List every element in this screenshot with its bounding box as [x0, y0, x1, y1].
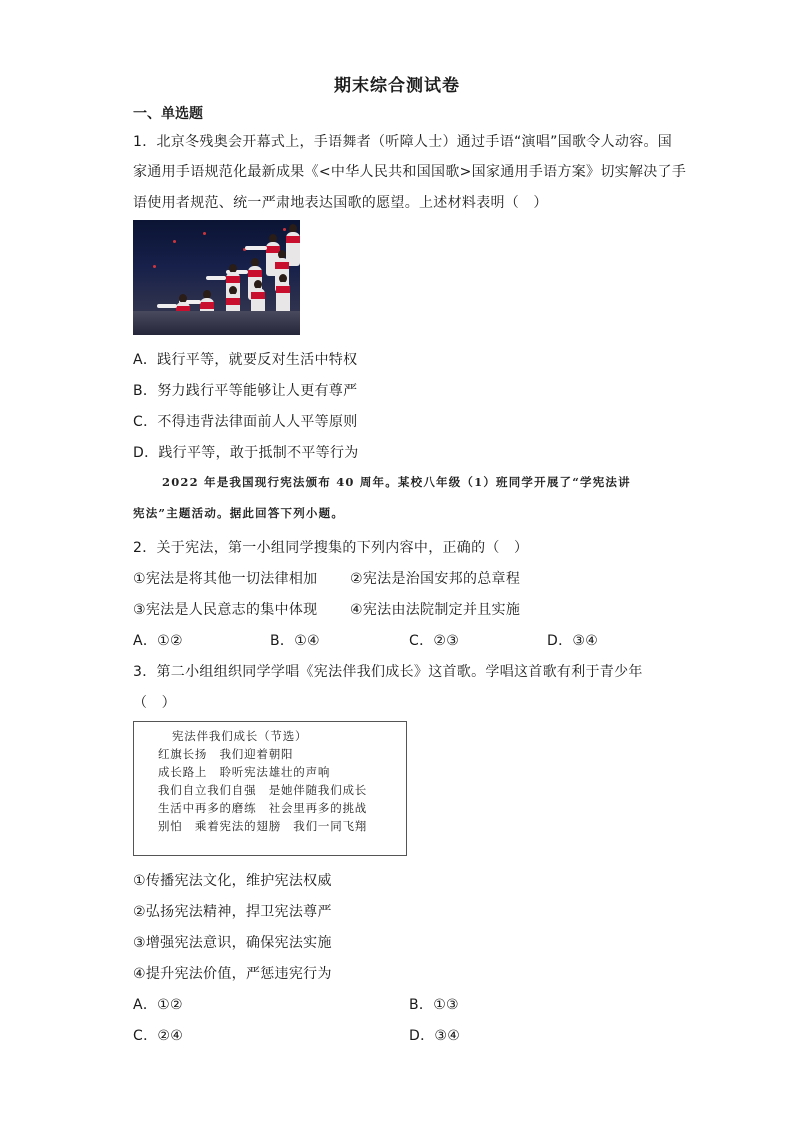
lyrics-line-5: 别怕 乘着宪法的翅膀 我们一同飞翔 — [158, 819, 368, 833]
lyrics-box — [133, 721, 407, 856]
q2-option-b: B．①④ — [270, 633, 320, 649]
lyrics-line-1: 红旗长扬 我们迎着朝阳 — [158, 747, 294, 761]
q2-option-d: D．③④ — [547, 633, 599, 649]
q3-item-4: ④提升宪法价值，严惩违宪行为 — [133, 966, 332, 982]
sign-language-performers-photo — [133, 220, 300, 335]
section-heading: 一、单选题 — [133, 106, 203, 122]
q1-option-d: D．践行平等，敢于抵制不平等行为 — [133, 445, 359, 461]
q2-item-2: ②宪法是治国安邦的总章程 — [350, 571, 521, 587]
passage-line-2: 宪法”主题活动。据此回答下列小题。 — [133, 506, 345, 520]
q3-option-a: A．①② — [133, 997, 183, 1013]
q2-stem: 2．关于宪法，第一小组同学搜集的下列内容中，正确的（ ） — [133, 540, 529, 556]
q1-option-c: C．不得违背法律面前人人平等原则 — [133, 414, 358, 430]
page-title: 期末综合测试卷 — [334, 76, 460, 96]
q3-stem-line-1: 3．第二小组组织同学学唱《宪法伴我们成长》这首歌。学唱这首歌有利于青少年 — [133, 664, 643, 680]
q1-stem-line-2: 家通用手语规范化最新成果《<中华人民共和国国歌>国家通用手语方案》切实解决了手 — [133, 164, 687, 180]
lyrics-line-4: 生活中再多的磨练 社会里再多的挑战 — [158, 801, 368, 815]
passage-line-1: 2022 年是我国现行宪法颁布 40 周年。某校八年级（1）班同学开展了“学宪法讲 — [162, 475, 631, 489]
q2-item-1: ①宪法是将其他一切法律相加 — [133, 571, 318, 587]
q1-stem-line-3: 语使用者规范、统一严肃地表达国歌的愿望。上述材料表明（ ） — [133, 195, 548, 211]
q2-item-3: ③宪法是人民意志的集中体现 — [133, 602, 318, 618]
q2-item-4: ④宪法由法院制定并且实施 — [350, 602, 521, 618]
lyrics-line-3: 我们自立我们自强 是她伴随我们成长 — [158, 783, 368, 797]
lyrics-line-2: 成长路上 聆听宪法雄壮的声响 — [158, 765, 331, 779]
q1-option-a: A．践行平等，就要反对生活中特权 — [133, 352, 358, 368]
q3-item-2: ②弘扬宪法精神，捍卫宪法尊严 — [133, 904, 332, 920]
q2-option-c: C．②③ — [409, 633, 460, 649]
q3-item-1: ①传播宪法文化，维护宪法权威 — [133, 873, 332, 889]
lyrics-title: 宪法伴我们成长（节选） — [172, 729, 308, 743]
q3-option-c: C．②④ — [133, 1028, 184, 1044]
q3-item-3: ③增强宪法意识，确保宪法实施 — [133, 935, 332, 951]
q1-stem-line-1: 1．北京冬残奥会开幕式上，手语舞者（听障人士）通过手语“演唱”国歌令人动容。国 — [133, 134, 673, 150]
q2-option-a: A．①② — [133, 633, 183, 649]
q1-option-b: B．努力践行平等能够让人更有尊严 — [133, 383, 358, 399]
q3-stem-line-2: （ ） — [133, 695, 176, 711]
q3-option-b: B．①③ — [409, 997, 459, 1013]
q3-option-d: D．③④ — [409, 1028, 461, 1044]
